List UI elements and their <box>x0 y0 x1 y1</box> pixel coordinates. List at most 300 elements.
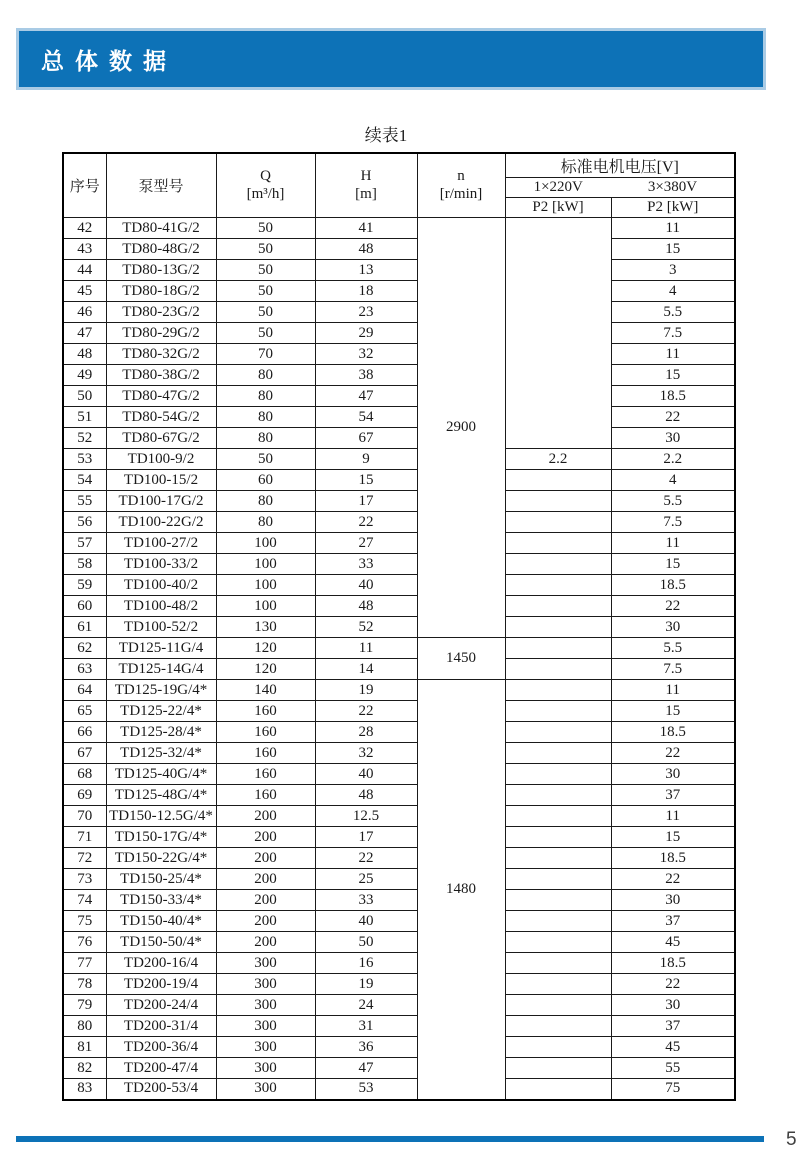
p2-220v-cell <box>505 1079 611 1100</box>
footer-rule <box>16 1136 764 1142</box>
h-cell: 27 <box>315 533 417 554</box>
p2-220v-cell <box>505 617 611 638</box>
serial-cell: 61 <box>63 617 106 638</box>
table-row <box>63 1079 735 1100</box>
table-row <box>63 911 735 932</box>
header-voltage-220: 1×220V <box>505 178 611 198</box>
model-cell: TD200-19/4 <box>106 974 216 995</box>
h-cell: 47 <box>315 386 417 407</box>
serial-cell: 77 <box>63 953 106 974</box>
p2-380v-cell: 11 <box>611 218 735 239</box>
model-cell: TD80-54G/2 <box>106 407 216 428</box>
p2-380v-cell: 18.5 <box>611 386 735 407</box>
h-cell: 41 <box>315 218 417 239</box>
p2-220v-cell <box>505 911 611 932</box>
model-cell: TD100-27/2 <box>106 533 216 554</box>
model-cell: TD80-32G/2 <box>106 344 216 365</box>
serial-cell: 69 <box>63 785 106 806</box>
table-row <box>63 470 735 491</box>
p2-380v-cell: 30 <box>611 995 735 1016</box>
serial-cell: 65 <box>63 701 106 722</box>
p2-380v-cell: 3 <box>611 260 735 281</box>
p2-380v-cell: 37 <box>611 785 735 806</box>
table-row <box>63 323 735 344</box>
q-cell: 100 <box>216 533 315 554</box>
p2-380v-cell: 5.5 <box>611 302 735 323</box>
q-cell: 300 <box>216 974 315 995</box>
model-cell: TD200-47/4 <box>106 1058 216 1079</box>
model-cell: TD200-31/4 <box>106 1016 216 1037</box>
model-cell: TD125-14G/4 <box>106 659 216 680</box>
model-cell: TD80-23G/2 <box>106 302 216 323</box>
serial-cell: 63 <box>63 659 106 680</box>
serial-cell: 68 <box>63 764 106 785</box>
p2-380v-cell: 11 <box>611 344 735 365</box>
header-voltage-380: 3×380V <box>611 178 735 198</box>
p2-220v-cell <box>505 869 611 890</box>
serial-cell: 43 <box>63 239 106 260</box>
q-cell: 160 <box>216 743 315 764</box>
p2-380v-cell: 7.5 <box>611 512 735 533</box>
h-cell: 32 <box>315 743 417 764</box>
h-cell: 33 <box>315 890 417 911</box>
h-cell: 9 <box>315 449 417 470</box>
serial-cell: 70 <box>63 806 106 827</box>
header-serial: 序号 <box>63 153 106 218</box>
table-row <box>63 365 735 386</box>
q-cell: 300 <box>216 1058 315 1079</box>
p2-380v-cell: 15 <box>611 365 735 386</box>
h-cell: 36 <box>315 1037 417 1058</box>
h-cell: 15 <box>315 470 417 491</box>
model-cell: TD100-9/2 <box>106 449 216 470</box>
q-cell: 50 <box>216 323 315 344</box>
h-cell: 25 <box>315 869 417 890</box>
header-flow <box>216 153 315 218</box>
h-cell: 52 <box>315 617 417 638</box>
serial-cell: 53 <box>63 449 106 470</box>
serial-cell: 49 <box>63 365 106 386</box>
serial-cell: 71 <box>63 827 106 848</box>
serial-cell: 56 <box>63 512 106 533</box>
q-cell: 200 <box>216 827 315 848</box>
p2-380v-cell: 5.5 <box>611 638 735 659</box>
q-cell: 50 <box>216 281 315 302</box>
q-cell: 50 <box>216 449 315 470</box>
serial-cell: 55 <box>63 491 106 512</box>
header-flow-unit: [m³/h] <box>246 185 285 202</box>
n-cell: 1450 <box>417 638 505 680</box>
q-cell: 300 <box>216 1016 315 1037</box>
model-cell: TD80-41G/2 <box>106 218 216 239</box>
p2-380v-cell: 11 <box>611 680 735 701</box>
p2-380v-cell: 18.5 <box>611 953 735 974</box>
pump-data-table <box>62 152 736 1101</box>
h-cell: 33 <box>315 554 417 575</box>
p2-380v-cell: 37 <box>611 911 735 932</box>
serial-cell: 66 <box>63 722 106 743</box>
p2-220v-cell <box>505 1058 611 1079</box>
p2-220v-cell <box>505 491 611 512</box>
model-cell: TD100-17G/2 <box>106 491 216 512</box>
table-row <box>63 554 735 575</box>
h-cell: 19 <box>315 680 417 701</box>
p2-220v-cell <box>505 722 611 743</box>
serial-cell: 44 <box>63 260 106 281</box>
p2-220v-cell <box>505 512 611 533</box>
h-cell: 54 <box>315 407 417 428</box>
table-row <box>63 806 735 827</box>
q-cell: 120 <box>216 659 315 680</box>
model-cell: TD80-13G/2 <box>106 260 216 281</box>
section-header-bar <box>16 28 766 90</box>
p2-220v-cell <box>505 827 611 848</box>
serial-cell: 45 <box>63 281 106 302</box>
model-cell: TD80-29G/2 <box>106 323 216 344</box>
serial-cell: 42 <box>63 218 106 239</box>
h-cell: 17 <box>315 491 417 512</box>
p2-380v-cell: 30 <box>611 617 735 638</box>
table-row <box>63 428 735 449</box>
table-row <box>63 1058 735 1079</box>
serial-cell: 51 <box>63 407 106 428</box>
header-p2-220: P2 [kW] <box>505 198 611 218</box>
p2-380v-cell: 30 <box>611 764 735 785</box>
p2-220v-cell <box>505 218 611 449</box>
header-row-group <box>63 153 735 178</box>
table-row <box>63 743 735 764</box>
model-cell: TD80-47G/2 <box>106 386 216 407</box>
q-cell: 60 <box>216 470 315 491</box>
p2-380v-cell: 11 <box>611 533 735 554</box>
table-caption: 续表1 <box>364 126 408 145</box>
serial-cell: 60 <box>63 596 106 617</box>
h-cell: 13 <box>315 260 417 281</box>
p2-380v-cell: 18.5 <box>611 722 735 743</box>
serial-cell: 73 <box>63 869 106 890</box>
q-cell: 80 <box>216 365 315 386</box>
p2-380v-cell: 5.5 <box>611 491 735 512</box>
p2-220v-cell <box>505 680 611 701</box>
p2-380v-cell: 18.5 <box>611 575 735 596</box>
h-cell: 50 <box>315 932 417 953</box>
q-cell: 120 <box>216 638 315 659</box>
h-cell: 48 <box>315 785 417 806</box>
p2-220v-cell <box>505 1037 611 1058</box>
h-cell: 28 <box>315 722 417 743</box>
serial-cell: 59 <box>63 575 106 596</box>
model-cell: TD200-36/4 <box>106 1037 216 1058</box>
q-cell: 300 <box>216 1079 315 1100</box>
h-cell: 18 <box>315 281 417 302</box>
table-row <box>63 701 735 722</box>
table-row <box>63 386 735 407</box>
q-cell: 200 <box>216 911 315 932</box>
h-cell: 48 <box>315 596 417 617</box>
model-cell: TD100-48/2 <box>106 596 216 617</box>
table-row <box>63 575 735 596</box>
serial-cell: 81 <box>63 1037 106 1058</box>
p2-220v-cell <box>505 701 611 722</box>
p2-380v-cell: 22 <box>611 596 735 617</box>
p2-220v-cell <box>505 806 611 827</box>
p2-380v-cell: 55 <box>611 1058 735 1079</box>
table-row <box>63 407 735 428</box>
p2-380v-cell: 4 <box>611 470 735 491</box>
p2-380v-cell: 30 <box>611 890 735 911</box>
header-voltage-group: 标准电机电压[V] <box>505 153 735 178</box>
p2-380v-cell: 30 <box>611 428 735 449</box>
p2-220v-cell <box>505 470 611 491</box>
p2-380v-cell: 45 <box>611 932 735 953</box>
table-row <box>63 1037 735 1058</box>
p2-220v-cell <box>505 848 611 869</box>
q-cell: 160 <box>216 785 315 806</box>
q-cell: 200 <box>216 848 315 869</box>
q-cell: 100 <box>216 596 315 617</box>
serial-cell: 46 <box>63 302 106 323</box>
h-cell: 12.5 <box>315 806 417 827</box>
table-row <box>63 281 735 302</box>
table-row <box>63 1016 735 1037</box>
table-row <box>63 344 735 365</box>
p2-380v-cell: 7.5 <box>611 659 735 680</box>
serial-cell: 80 <box>63 1016 106 1037</box>
serial-cell: 52 <box>63 428 106 449</box>
model-cell: TD150-50/4* <box>106 932 216 953</box>
q-cell: 300 <box>216 953 315 974</box>
p2-220v-cell: 2.2 <box>505 449 611 470</box>
model-cell: TD125-22/4* <box>106 701 216 722</box>
p2-220v-cell <box>505 533 611 554</box>
serial-cell: 50 <box>63 386 106 407</box>
table-row <box>63 848 735 869</box>
serial-cell: 76 <box>63 932 106 953</box>
n-cell: 2900 <box>417 218 505 638</box>
h-cell: 53 <box>315 1079 417 1100</box>
h-cell: 40 <box>315 764 417 785</box>
model-cell: TD80-18G/2 <box>106 281 216 302</box>
q-cell: 100 <box>216 575 315 596</box>
table-row <box>63 680 735 701</box>
p2-220v-cell <box>505 1016 611 1037</box>
model-cell: TD125-28/4* <box>106 722 216 743</box>
serial-cell: 79 <box>63 995 106 1016</box>
serial-cell: 75 <box>63 911 106 932</box>
q-cell: 160 <box>216 764 315 785</box>
table-row <box>63 785 735 806</box>
table-row <box>63 239 735 260</box>
table-row <box>63 596 735 617</box>
h-cell: 23 <box>315 302 417 323</box>
q-cell: 100 <box>216 554 315 575</box>
table-row <box>63 764 735 785</box>
table-row <box>63 491 735 512</box>
model-cell: TD200-24/4 <box>106 995 216 1016</box>
header-flow-symbol: Q <box>260 168 271 185</box>
header-speed <box>417 153 505 218</box>
q-cell: 70 <box>216 344 315 365</box>
model-cell: TD125-48G/4* <box>106 785 216 806</box>
table-row <box>63 659 735 680</box>
serial-cell: 72 <box>63 848 106 869</box>
p2-220v-cell <box>505 932 611 953</box>
h-cell: 22 <box>315 848 417 869</box>
p2-220v-cell <box>505 995 611 1016</box>
h-cell: 29 <box>315 323 417 344</box>
q-cell: 50 <box>216 260 315 281</box>
q-cell: 200 <box>216 806 315 827</box>
serial-cell: 48 <box>63 344 106 365</box>
h-cell: 48 <box>315 239 417 260</box>
p2-380v-cell: 11 <box>611 806 735 827</box>
q-cell: 200 <box>216 932 315 953</box>
p2-380v-cell: 75 <box>611 1079 735 1100</box>
model-cell: TD100-22G/2 <box>106 512 216 533</box>
model-cell: TD200-53/4 <box>106 1079 216 1100</box>
model-cell: TD125-19G/4* <box>106 680 216 701</box>
p2-380v-cell: 15 <box>611 827 735 848</box>
h-cell: 24 <box>315 995 417 1016</box>
table-row <box>63 890 735 911</box>
model-cell: TD150-25/4* <box>106 869 216 890</box>
p2-220v-cell <box>505 596 611 617</box>
table-row <box>63 533 735 554</box>
header-p2-380: P2 [kW] <box>611 198 735 218</box>
p2-380v-cell: 22 <box>611 407 735 428</box>
section-title: 总体数据 <box>41 47 177 74</box>
p2-220v-cell <box>505 638 611 659</box>
p2-380v-cell: 15 <box>611 554 735 575</box>
table-row <box>63 218 735 239</box>
n-cell: 1480 <box>417 680 505 1100</box>
h-cell: 40 <box>315 575 417 596</box>
h-cell: 32 <box>315 344 417 365</box>
model-cell: TD150-40/4* <box>106 911 216 932</box>
p2-380v-cell: 22 <box>611 869 735 890</box>
serial-cell: 64 <box>63 680 106 701</box>
q-cell: 160 <box>216 701 315 722</box>
h-cell: 17 <box>315 827 417 848</box>
p2-380v-cell: 18.5 <box>611 848 735 869</box>
serial-cell: 58 <box>63 554 106 575</box>
q-cell: 130 <box>216 617 315 638</box>
h-cell: 40 <box>315 911 417 932</box>
table-row <box>63 638 735 659</box>
header-head-symbol: H <box>360 168 372 185</box>
serial-cell: 82 <box>63 1058 106 1079</box>
serial-cell: 74 <box>63 890 106 911</box>
table-body <box>63 218 735 1100</box>
table-row <box>63 512 735 533</box>
model-cell: TD150-17G/4* <box>106 827 216 848</box>
q-cell: 80 <box>216 428 315 449</box>
p2-380v-cell: 45 <box>611 1037 735 1058</box>
serial-cell: 83 <box>63 1079 106 1100</box>
table-row <box>63 302 735 323</box>
header-head <box>315 153 417 218</box>
p2-380v-cell: 2.2 <box>611 449 735 470</box>
q-cell: 50 <box>216 302 315 323</box>
serial-cell: 78 <box>63 974 106 995</box>
p2-220v-cell <box>505 743 611 764</box>
model-cell: TD150-22G/4* <box>106 848 216 869</box>
table-row <box>63 974 735 995</box>
q-cell: 50 <box>216 239 315 260</box>
p2-220v-cell <box>505 785 611 806</box>
q-cell: 80 <box>216 512 315 533</box>
p2-220v-cell <box>505 659 611 680</box>
table-row <box>63 827 735 848</box>
header-speed-unit: [r/min] <box>439 185 483 202</box>
table-header <box>63 153 735 218</box>
serial-cell: 62 <box>63 638 106 659</box>
q-cell: 200 <box>216 890 315 911</box>
model-cell: TD100-15/2 <box>106 470 216 491</box>
table-row <box>63 617 735 638</box>
h-cell: 47 <box>315 1058 417 1079</box>
p2-380v-cell: 15 <box>611 239 735 260</box>
header-model: 泵型号 <box>106 153 216 218</box>
table-row <box>63 260 735 281</box>
p2-380v-cell: 22 <box>611 743 735 764</box>
model-cell: TD80-48G/2 <box>106 239 216 260</box>
model-cell: TD100-40/2 <box>106 575 216 596</box>
q-cell: 80 <box>216 386 315 407</box>
model-cell: TD150-33/4* <box>106 890 216 911</box>
h-cell: 22 <box>315 512 417 533</box>
h-cell: 38 <box>315 365 417 386</box>
table-row <box>63 869 735 890</box>
serial-cell: 54 <box>63 470 106 491</box>
h-cell: 31 <box>315 1016 417 1037</box>
q-cell: 140 <box>216 680 315 701</box>
p2-380v-cell: 4 <box>611 281 735 302</box>
q-cell: 200 <box>216 869 315 890</box>
p2-220v-cell <box>505 764 611 785</box>
model-cell: TD125-40G/4* <box>106 764 216 785</box>
header-head-unit: [m] <box>355 185 377 202</box>
p2-220v-cell <box>505 953 611 974</box>
h-cell: 16 <box>315 953 417 974</box>
q-cell: 300 <box>216 995 315 1016</box>
p2-380v-cell: 7.5 <box>611 323 735 344</box>
p2-220v-cell <box>505 974 611 995</box>
model-cell: TD125-32/4* <box>106 743 216 764</box>
p2-220v-cell <box>505 554 611 575</box>
h-cell: 14 <box>315 659 417 680</box>
model-cell: TD200-16/4 <box>106 953 216 974</box>
table-row <box>63 449 735 470</box>
q-cell: 80 <box>216 407 315 428</box>
p2-380v-cell: 15 <box>611 701 735 722</box>
model-cell: TD80-38G/2 <box>106 365 216 386</box>
h-cell: 11 <box>315 638 417 659</box>
model-cell: TD100-52/2 <box>106 617 216 638</box>
q-cell: 160 <box>216 722 315 743</box>
h-cell: 22 <box>315 701 417 722</box>
serial-cell: 47 <box>63 323 106 344</box>
model-cell: TD150-12.5G/4* <box>106 806 216 827</box>
p2-220v-cell <box>505 890 611 911</box>
page-number: 5 <box>786 1129 797 1150</box>
table-row <box>63 995 735 1016</box>
h-cell: 19 <box>315 974 417 995</box>
header-speed-symbol: n <box>457 168 465 185</box>
q-cell: 300 <box>216 1037 315 1058</box>
model-cell: TD80-67G/2 <box>106 428 216 449</box>
q-cell: 50 <box>216 218 315 239</box>
